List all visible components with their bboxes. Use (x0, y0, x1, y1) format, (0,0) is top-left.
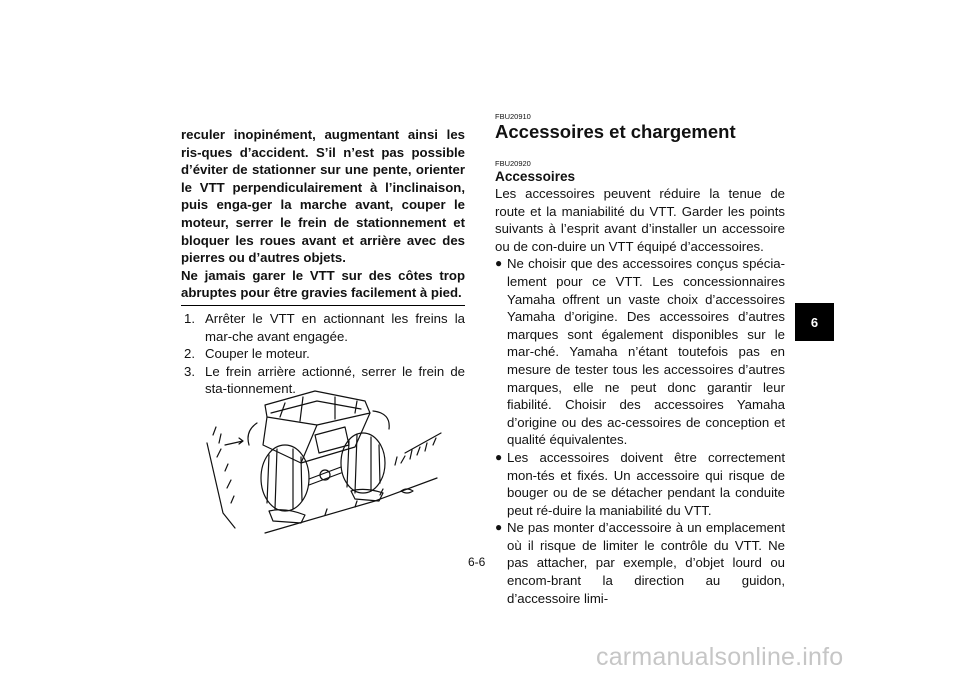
bullet-icon: ● (495, 520, 503, 535)
step-number: 2. (184, 346, 195, 362)
left-column (181, 126, 465, 398)
step-text: Arrêter le VTT en actionnant les freins la mar-che avant engagée. (205, 310, 465, 344)
step-item (181, 310, 465, 345)
step-number: 3. (184, 363, 195, 379)
accessory-bullets (495, 255, 785, 607)
watermark: carmanualsonline.info (596, 643, 844, 671)
step-text: Le frein arrière actionné, serrer le frein de sta-tionnement. (205, 363, 465, 397)
warning-text: reculer inopinément, augmentant ainsi les ris-ques d’accident. S’il n’est pas possible d’éviter de stationner sur une pente, orienter le VTT perpendiculairement à l’inclinaison, puis enga-ger la marche avant, couper le moteur, serrer le frein de stationnement et bloquer les roues avant et arrière avec des pierres ou d’autres objets. (181, 127, 465, 266)
bullet-item (495, 255, 785, 449)
page-number: 6-6 (468, 555, 486, 569)
section-code: FBU20910 (495, 112, 531, 121)
bullet-text: Ne choisir que des accessoires conçus spécia-lement pour ce VTT. Les concessionnaires Yamaha offrent un vaste choix d’accessoires Yamaha d’origine. Des accessoires d’autres marques sont également disponibles sur le mar-ché. Yamaha n’étant toutefois pas en mesure de tester tous les accessoires d’autres marques, elle ne peut donc garantir leur fiabilité. Choisir des accessoires Yamaha d’origine ou des ac-cessoires de conception et qualité équivalentes. (507, 256, 785, 448)
atv-parked-on-slope-illustration (205, 383, 445, 543)
subsection-code: FBU20920 (495, 159, 531, 168)
warning-text-2: Ne jamais garer le VTT sur des côtes trop abruptes pour être gravies facilement à pied. (181, 267, 465, 306)
step-text: Couper le moteur. (205, 346, 310, 362)
section-title: Accessoires et chargement (495, 121, 736, 142)
bullet-icon: ● (495, 256, 503, 271)
bullet-item (495, 519, 785, 607)
bullet-item (495, 449, 785, 519)
bullet-text: Ne pas monter d’accessoire à un emplacement où il risque de limiter le contrôle du VTT. Ne pas attacher, par exemple, d’objet lourd ou encom-brant la direction au guidon, d’accessoire limi- (507, 520, 785, 606)
step-number: 1. (184, 310, 195, 326)
intro-paragraph: Les accessoires peuvent réduire la tenue de route et la maniabilité du VTT. Garder les points suivants à l’esprit avant d’installer un accessoire ou de con-duire un VTT équipé d’accessoires. (495, 186, 785, 254)
right-column (495, 112, 785, 607)
bullet-icon: ● (495, 449, 503, 464)
bullet-text: Les accessoires doivent être correctement mon-tés et fixés. Un accessoire qui risque de bouger ou de se détacher pendant la conduite peut ré-duire la maniabilité du VTT. (507, 449, 785, 518)
step-item (181, 345, 465, 363)
chapter-tab: 6 (795, 303, 834, 341)
subsection-title: Accessoires (495, 169, 576, 184)
